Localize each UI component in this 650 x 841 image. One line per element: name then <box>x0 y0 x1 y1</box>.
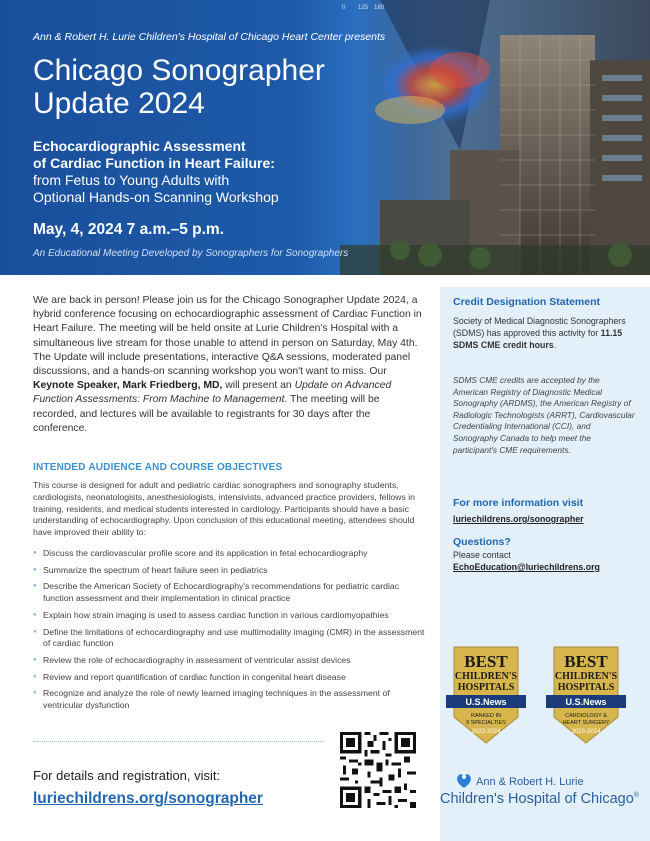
subtitle-secondary <box>33 172 353 206</box>
badge-years: 2023-2024 <box>471 729 501 735</box>
logo-line-2 <box>440 791 639 807</box>
badge-years: 2023-2024 <box>571 729 601 735</box>
credit-part-2: . <box>553 340 557 350</box>
hospital-building-image <box>340 0 650 275</box>
objective-item: ● Explain how strain imaging is used to assess cardiac function in various cardiomyopathies <box>33 610 428 622</box>
dotted-divider <box>33 741 323 742</box>
questions-text: Please contact <box>453 550 511 560</box>
subtitle-line-2: of Cardiac Function in Heart Failure: <box>33 155 275 171</box>
badge-hospitals: HOSPITALS <box>457 682 515 693</box>
echo-scale-1: 125 <box>358 5 369 11</box>
badge-best: BEST <box>564 652 608 671</box>
questions-heading: Questions? <box>453 536 511 548</box>
intro-part-2: will present an <box>222 380 295 392</box>
echo-scale-2: 180 <box>374 5 385 11</box>
us-news-badge-2 <box>546 645 626 745</box>
subtitle <box>33 138 353 172</box>
badge-detail-2: HEART SURGERY <box>562 720 610 726</box>
logo-line-1: Ann & Robert H. Lurie <box>476 776 584 788</box>
intro-part-3: . The meeting will be recorded, and lectures will be available to registrants for 30 days after the conference. <box>33 394 380 434</box>
objective-item: ● Review and report quantification of cardiac function in congenital heart disease <box>33 672 428 684</box>
questions-email-link[interactable]: EchoEducation@luriechildrens.org <box>453 562 600 572</box>
objective-item: ● Describe the American Society of Echocardiography's recommendations for pediatric cardiac function assessment and their implementation in clinical practice <box>33 581 428 605</box>
intro-part-1: We are back in person! Please join us for the Chicago Sonographer Update 2024, a hybrid conference focusing on echocardiographic assessment of Cardiac Function in Heart Failure. The meeting will be held onsite at Lurie Children's Hospital with a simultaneous live stream for those unable to attend in person on Saturday, May 4th. The Update will include presentations, interactive Q&A sessions, moderated panel discussions, and a hands-on scanning workshop you won't want to miss. Our <box>33 295 422 378</box>
credit-hours: 11.15 SDMS CME credit hours <box>453 328 623 350</box>
credit-heading: Credit Designation Statement <box>453 296 601 308</box>
badge-best: BEST <box>464 652 508 671</box>
badge-childrens: CHILDREN'S <box>454 671 518 682</box>
badge-hospitals: HOSPITALS <box>557 682 615 693</box>
objectives-heading: INTENDED AUDIENCE AND COURSE OBJECTIVES <box>33 462 283 473</box>
intro-paragraph <box>33 294 423 436</box>
subtitle-line-3: from Fetus to Young Adults with <box>33 172 230 188</box>
objectives-intro: This course is designed for adult and pediatric cardiac sonographers and sonography students, cardiologists, neonatologists, anesthesiologists, intensivists, advanced practice providers, fellows in training, residents, and medical students interested in cardiology. Participants should have a basic understanding of echocardiography. Upon conclusion of this educational meeting, attendees should have improved their ability to: <box>33 480 415 538</box>
badge-childrens: CHILDREN'S <box>554 671 618 682</box>
badge-detail-1: RANKED IN <box>471 713 501 719</box>
objective-item: ● Recognize and analyze the role of newly learned imaging techniques in the assessment of ventricular dysfunction <box>33 688 428 712</box>
keynote-speaker: Keynote Speaker, Mark Friedberg, MD, <box>33 380 223 392</box>
sidebar-panel <box>440 287 650 841</box>
badge-usnews: U.S.News <box>565 697 607 707</box>
echo-scale-0: 0 <box>342 5 346 11</box>
info-link[interactable]: luriechildrens.org/sonographer <box>453 514 584 524</box>
objective-item: ● Discuss the cardiovascular profile score and its application in fetal echocardiography <box>33 548 428 560</box>
event-date: May, 4, 2024 7 a.m.–5 p.m. <box>33 221 224 238</box>
objective-item: ● Summarize the spectrum of heart failure seen in pediatrics <box>33 565 428 577</box>
logo-registered-mark: ® <box>633 792 639 800</box>
logo-name: Children's Hospital of Chicago <box>440 791 634 807</box>
lurie-heart-logo-icon <box>455 772 473 790</box>
registration-text: For details and registration, visit: <box>33 768 221 783</box>
hero-banner <box>0 0 650 275</box>
objective-item: ● Review the role of echocardiography in assessment of ventricular assist devices <box>33 655 428 667</box>
credit-part-1: Society of Medical Diagnostic Sonographers (SDMS) has approved this activity for <box>453 316 626 338</box>
subtitle-line-4: Optional Hands-on Scanning Workshop <box>33 189 279 205</box>
badge-detail-2: 9 SPECIALTIES <box>466 720 506 726</box>
page-title <box>33 54 363 120</box>
credit-note: SDMS CME credits are accepted by the American Registry of Diagnostic Medical Sonography (ARDMS), the American Registry of Radiologic Technologists (ARRT), Cardiovascular Credentialing International (CCI), and Sonography Canada to help meet the participant's CME requirements. <box>453 375 635 455</box>
credit-statement <box>453 315 635 351</box>
objective-item: ● Define the limitations of echocardiography and use multimodality imaging (CMR) in the assessment of cardiac function <box>33 627 428 651</box>
title-line-1: Chicago Sonographer <box>33 54 325 87</box>
objectives-list <box>33 548 428 717</box>
keynote-talk-title: Update on Advanced Function Assessments: From Machine to Management <box>33 380 392 406</box>
badge-usnews: U.S.News <box>465 697 507 707</box>
us-news-badge-1 <box>446 645 526 745</box>
presenter-line: Ann & Robert H. Lurie Children's Hospital of Chicago Heart Center presents <box>33 31 386 43</box>
tagline: An Educational Meeting Developed by Sonographers for Sonographers <box>33 248 349 259</box>
registration-link[interactable]: luriechildrens.org/sonographer <box>33 790 263 807</box>
subtitle-line-1: Echocardiographic Assessment <box>33 138 246 154</box>
qr-code[interactable] <box>340 732 416 808</box>
badge-detail-1: CARDIOLOGY & <box>565 713 607 719</box>
title-line-2: Update 2024 <box>33 87 205 120</box>
info-heading: For more information visit <box>453 497 584 509</box>
